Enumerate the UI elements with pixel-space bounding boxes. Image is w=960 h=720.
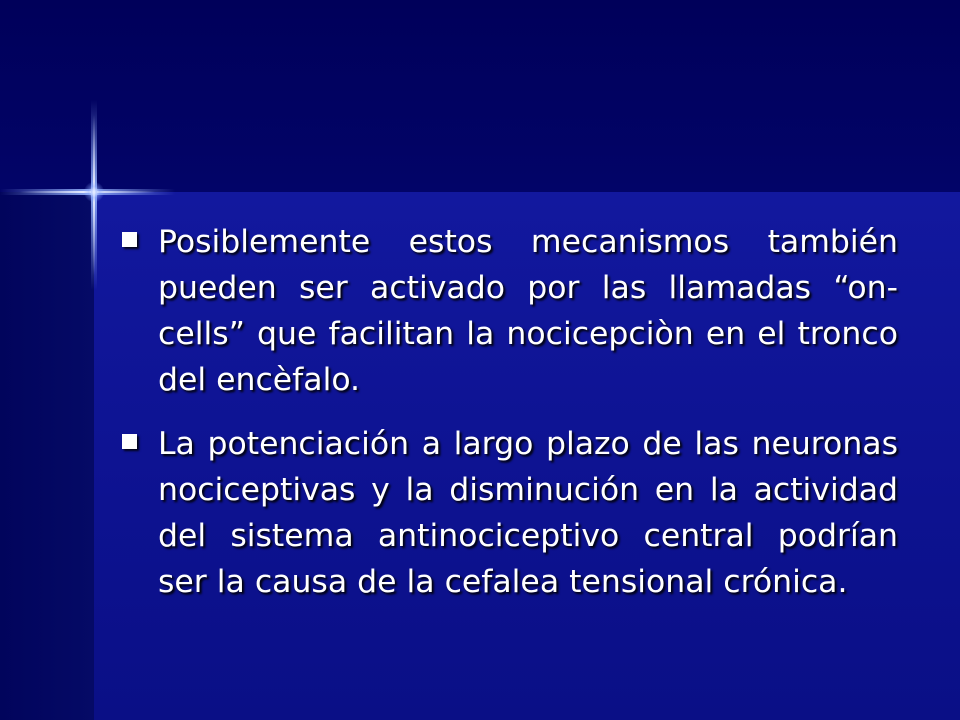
bullet-item xyxy=(120,421,898,605)
bullet-item xyxy=(120,219,898,403)
star-flare-center xyxy=(84,182,104,202)
background-top-band xyxy=(0,0,960,192)
bullet-text: La potenciación a largo plazo de las neuronas nociceptivas y la disminución en la actividad del sistema antinociceptivo central podrían ser la causa de la cefalea tensional crónica. xyxy=(158,426,898,600)
bullet-list xyxy=(120,219,898,623)
bullet-text: Posiblemente estos mecanismos también pueden ser activado por las llamadas “on-cells” que facilitan la nocicepciòn en el tronco del encèfalo. xyxy=(158,224,898,398)
square-bullet-icon xyxy=(122,232,137,247)
square-bullet-icon xyxy=(122,434,137,449)
background-left-band xyxy=(0,192,94,720)
